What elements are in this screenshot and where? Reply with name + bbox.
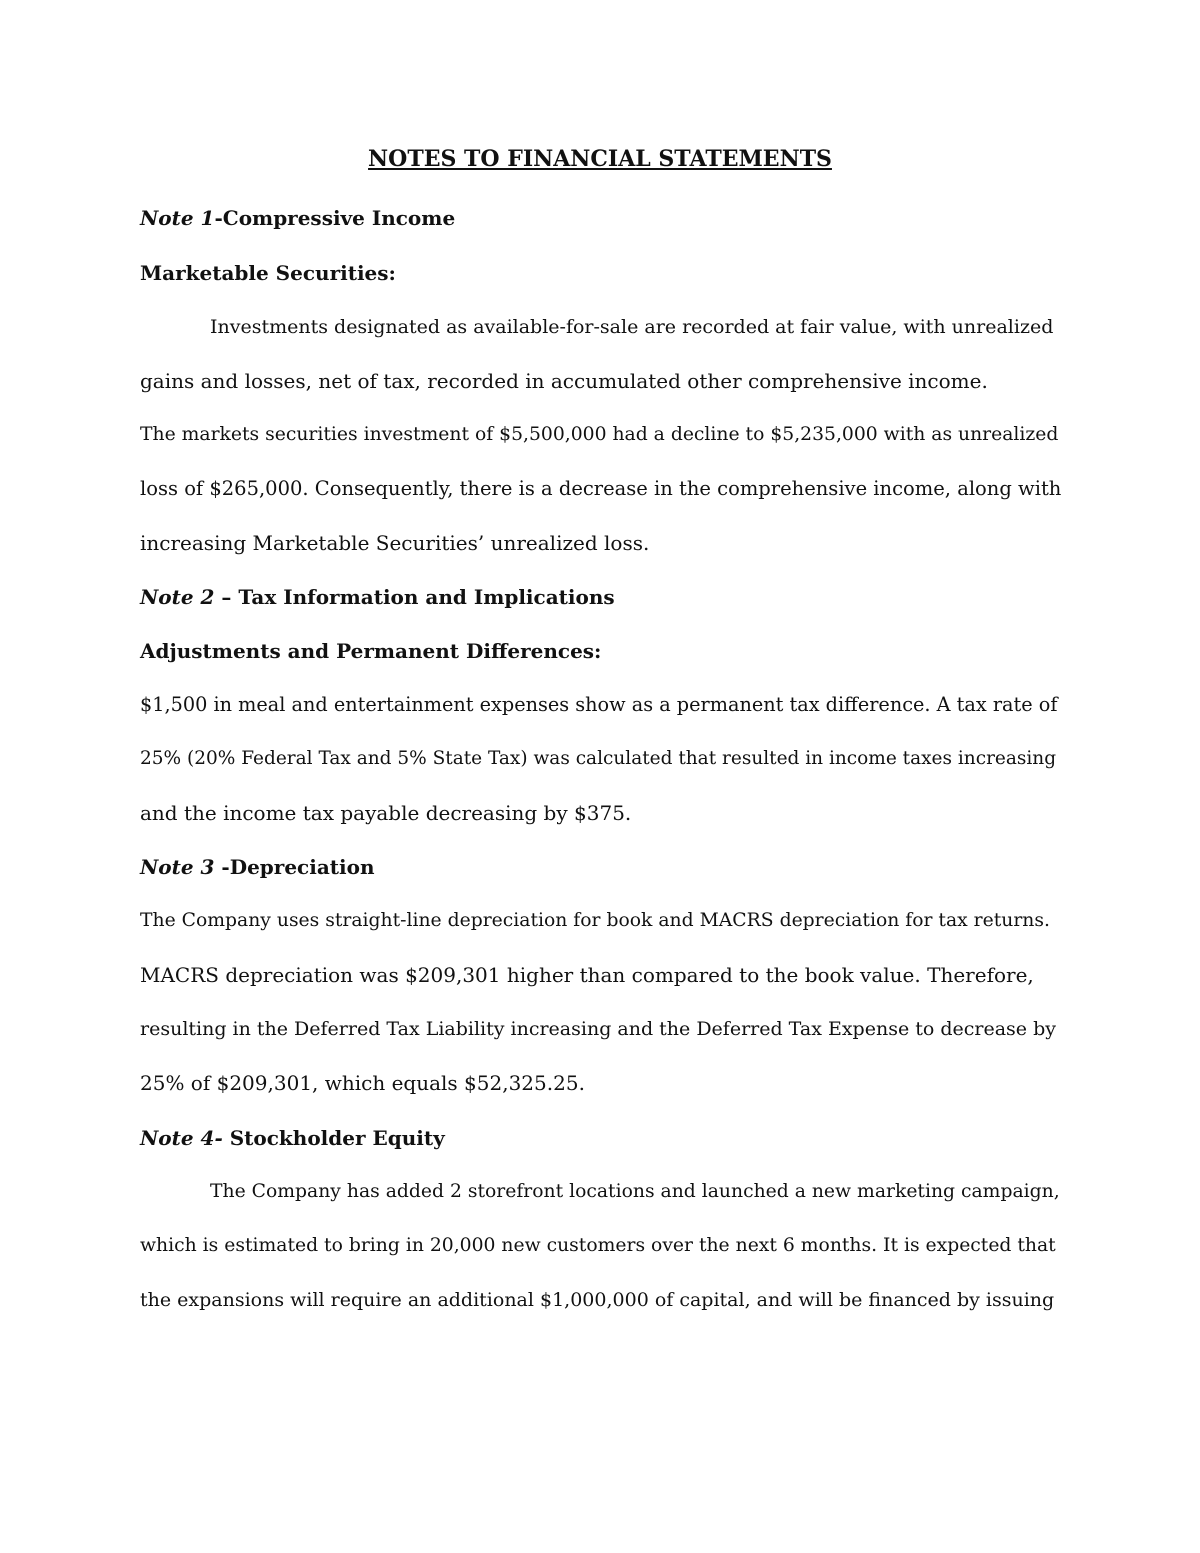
note-1-label: Note 1	[140, 206, 215, 230]
note-2-line: 25% (20% Federal Tax and 5% State Tax) was calculated that resulted in income taxes increasing	[140, 748, 1057, 769]
note-2-subheading: Adjustments and Permanent Differences:	[140, 639, 602, 663]
note-3-title: -Depreciation	[214, 855, 375, 879]
note-1-line: loss of $265,000. Consequently, there is a decrease in the comprehensive income, along with	[140, 477, 1062, 500]
note-3-line: The Company uses straight-line depreciation for book and MACRS depreciation for tax returns.	[140, 910, 1050, 931]
note-3-line: resulting in the Deferred Tax Liability increasing and the Deferred Tax Expense to decrease by	[140, 1018, 1056, 1040]
note-1-subheading: Marketable Securities:	[140, 261, 396, 285]
note-4-line: The Company has added 2 storefront locations and launched a new marketing campaign,	[210, 1181, 1060, 1202]
note-1-line: Investments designated as available-for-sale are recorded at fair value, with unrealized	[210, 316, 1054, 338]
note-4-line: the expansions will require an additional $1,000,000 of capital, and will be financed by issuing	[140, 1289, 1055, 1311]
note-4-title: Stockholder Equity	[222, 1126, 445, 1150]
note-2-line: $1,500 in meal and entertainment expenses show as a permanent tax difference. A tax rate of	[140, 693, 1058, 716]
note-1-title: -Compressive Income	[214, 206, 456, 230]
note-3-line: 25% of $209,301, which equals $52,325.25.	[140, 1071, 585, 1095]
note-4-line: which is estimated to bring in 20,000 new customers over the next 6 months. It is expected that	[140, 1235, 1056, 1256]
note-4-label: Note 4-	[140, 1126, 223, 1150]
note-1-line: increasing Marketable Securities’ unrealized loss.	[140, 531, 650, 555]
note-3-line: MACRS depreciation was $209,301 higher than compared to the book value. Therefore,	[140, 963, 1034, 987]
note-3-heading	[140, 853, 375, 881]
note-1-line: The markets securities investment of $5,500,000 had a decline to $5,235,000 with as unrealized	[140, 424, 1059, 445]
document-title: NOTES TO FINANCIAL STATEMENTS	[368, 146, 832, 172]
note-2-heading	[140, 583, 615, 611]
note-2-label: Note 2	[140, 585, 215, 609]
note-2-title: – Tax Information and Implications	[214, 585, 615, 609]
note-4-heading	[140, 1124, 445, 1152]
note-2-line: and the income tax payable decreasing by $375.	[140, 801, 632, 825]
note-1-line: gains and losses, net of tax, recorded in accumulated other comprehensive income.	[140, 369, 988, 393]
note-1-heading	[140, 204, 455, 232]
note-3-label: Note 3	[140, 855, 215, 879]
